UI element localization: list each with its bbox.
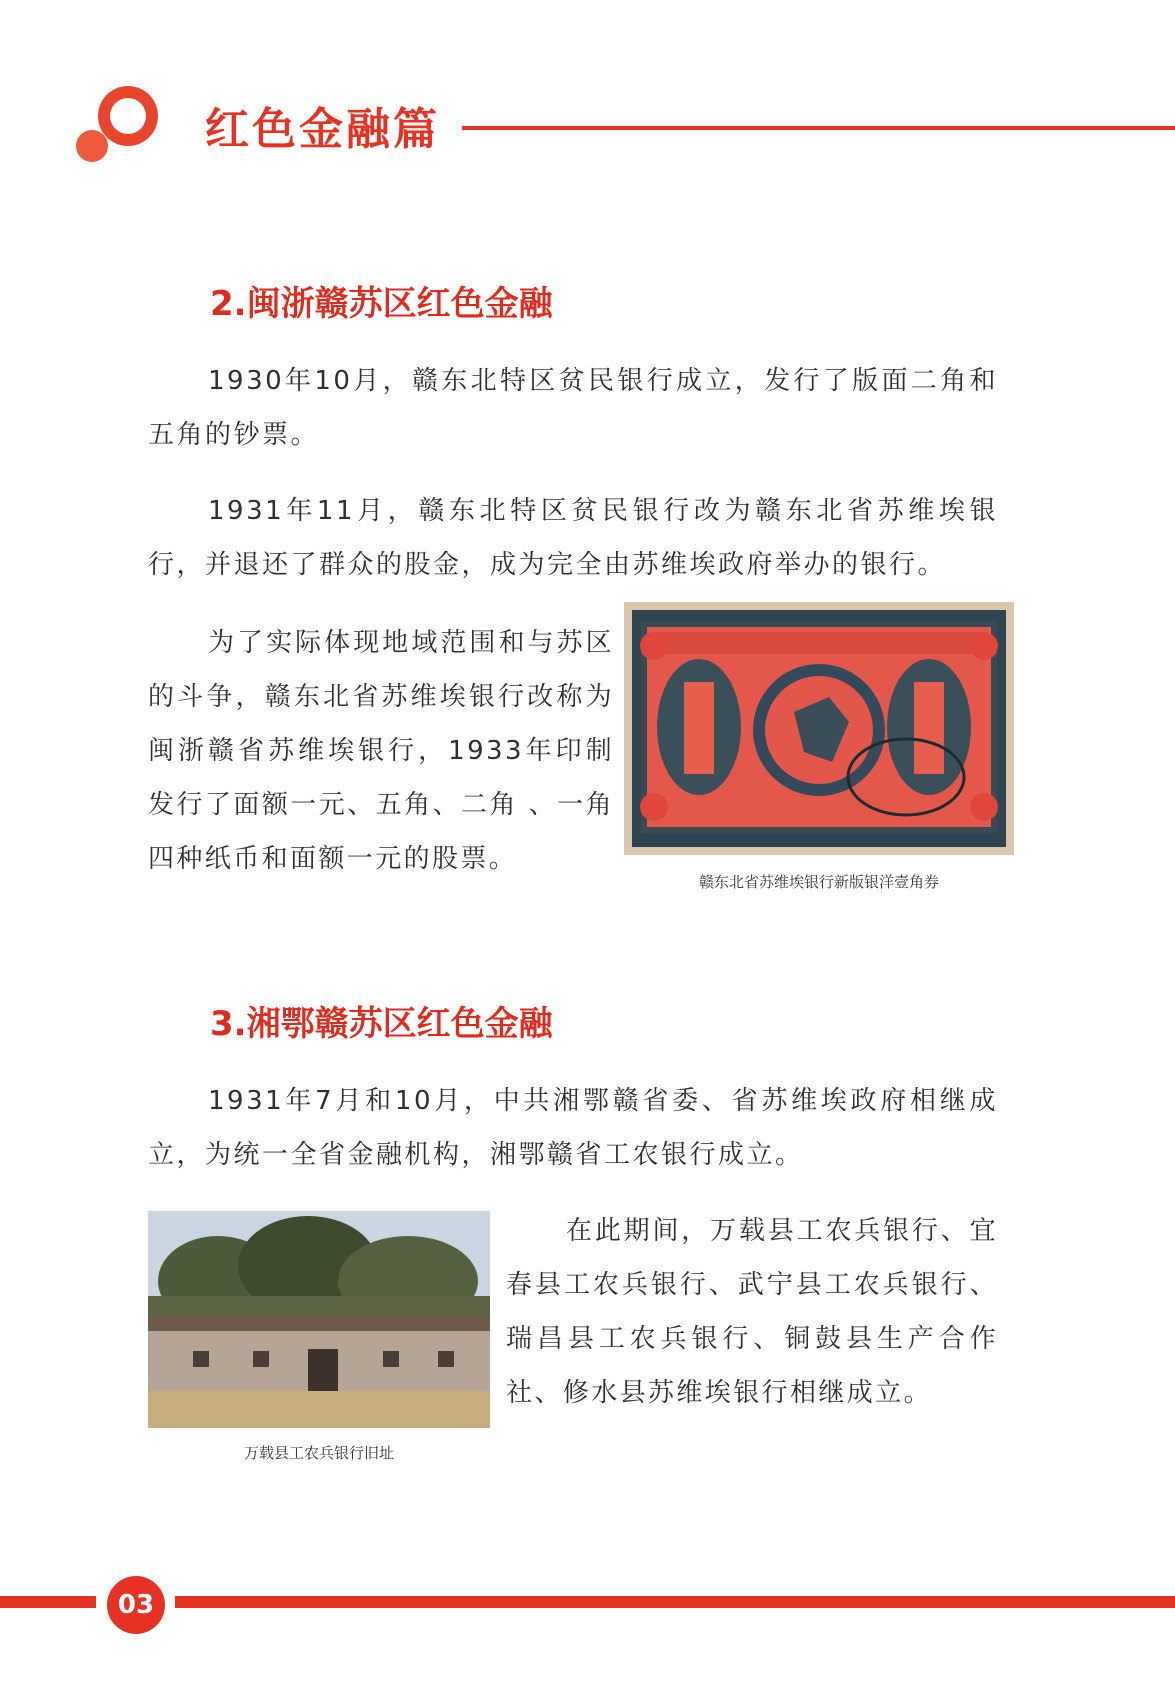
section-3-paragraph-1: 1931年7月和10月，中共湘鄂赣省委、省苏维埃政府相继成立，为统一全省金融机构，湘鄂赣省工农银行成立。 (148, 1086, 998, 1170)
section-3-side-text (506, 1204, 998, 1420)
bank-site-photo (148, 1211, 490, 1428)
header-rule (462, 126, 1175, 130)
header-title: 红色金融篇 (205, 104, 440, 155)
bank-site-caption: 万载县工农兵银行旧址 (243, 1444, 394, 1462)
footer-rule-left (0, 1596, 96, 1608)
section-2-side-text (148, 616, 614, 886)
banknote-image (624, 602, 1014, 855)
section-2-paragraph-2: 1931年11月，赣东北特区贫民银行改为赣东北省苏维埃银行，并退还了群众的股金，成为完全由苏维埃政府举办的银行。 (148, 496, 998, 580)
header-logo-icon (74, 80, 166, 172)
footer-rule-right (175, 1596, 1175, 1608)
section-3-intro (148, 1074, 998, 1182)
page-number: 03 (107, 1576, 165, 1634)
banknote-caption: 赣东北省苏维埃银行新版银洋壹角券 (698, 873, 939, 891)
section-2-intro (148, 354, 998, 592)
section-2-paragraph-3: 为了实际体现地域范围和与苏区的斗争，赣东北省苏维埃银行改称为闽浙赣省苏维埃银行，1933年印制发行了面额一元、五角、二角 、一角四种纸币和面额一元的股票。 (148, 628, 614, 874)
section-2-title: 2.闽浙赣苏区红色金融 (210, 284, 553, 324)
section-3-title: 3.湘鄂赣苏区红色金融 (210, 1004, 553, 1044)
section-2-paragraph-1: 1930年10月，赣东北特区贫民银行成立，发行了版面二角和五角的钞票。 (148, 366, 998, 450)
section-3-paragraph-2: 在此期间，万载县工农兵银行、宜春县工农兵银行、武宁县工农兵银行、瑞昌县工农兵银行、铜鼓县生产合作社、修水县苏维埃银行相继成立。 (506, 1216, 998, 1408)
